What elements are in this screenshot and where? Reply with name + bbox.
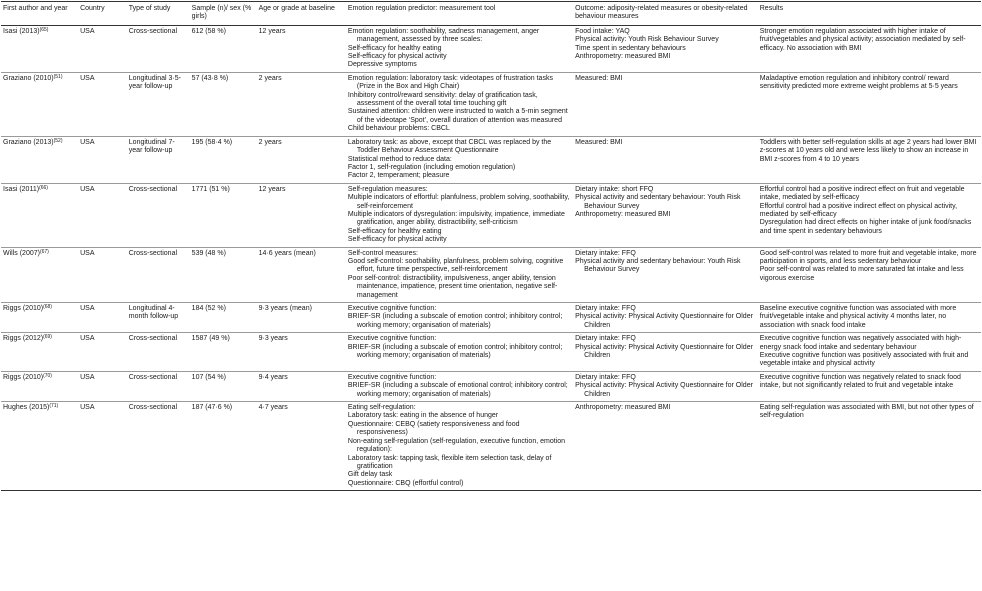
table-row bbox=[1, 136, 981, 183]
header-outcome: Outcome: adiposity-related measures or obesity-related behaviour measures bbox=[575, 5, 748, 21]
cell-sample: 1587 (49 %) bbox=[191, 335, 230, 343]
cell-outcome bbox=[573, 72, 758, 136]
cell-predictor-line: Multiple indicators of effortful: planfulness, problem solving, soothability, self-reinforcement bbox=[347, 194, 570, 210]
cell-study-type: Longitudinal 7-year follow-up bbox=[128, 138, 175, 155]
cell-author bbox=[1, 25, 78, 72]
cell-results-line: Dysregulation had direct effects on higher intake of junk food/snacks and time spent in sedentary behaviours bbox=[759, 219, 972, 235]
table-row bbox=[1, 333, 981, 372]
cell-outcome bbox=[573, 402, 758, 491]
header-author: First author and year bbox=[3, 5, 68, 12]
cell-predictor-line: Good self-control: soothability, planfulness, problem solving, cognitive effort, future time perspective, self-reinforcement bbox=[347, 257, 564, 274]
cell-predictor-line: Statistical method to reduce data: bbox=[347, 155, 452, 163]
table-row bbox=[1, 247, 981, 302]
cell-results-line: Baseline executive cognitive function was associated with more fruit/vegetable intake and physical activity 4 months later, no association with snack food intake bbox=[759, 305, 957, 329]
cell-country: USA bbox=[80, 249, 95, 257]
cell-predictor-line: Questionnaire: CBQ (effortful control) bbox=[347, 479, 464, 487]
cell-study-type: Longitudinal 3·5-year follow-up bbox=[128, 74, 181, 91]
cell-author bbox=[1, 402, 78, 491]
cell-study-type: Cross-sectional bbox=[128, 373, 178, 381]
cell-country: USA bbox=[80, 138, 95, 146]
cell-results bbox=[758, 25, 981, 72]
cell-predictor bbox=[346, 247, 573, 302]
header-age: Age or grade at baseline bbox=[258, 5, 335, 12]
cell-outcome bbox=[573, 136, 758, 183]
cell-predictor-line: Self-efficacy for physical activity bbox=[347, 53, 447, 61]
cell-outcome-line: Measured: BMI bbox=[575, 74, 623, 82]
cell-predictor bbox=[346, 72, 573, 136]
cell-age: 9·3 years bbox=[258, 335, 288, 343]
cell-predictor bbox=[346, 371, 573, 401]
table-row bbox=[1, 25, 981, 72]
cell-outcome-line: Anthropometry: measured BMI bbox=[575, 53, 671, 61]
author-name: Graziano (2010) bbox=[3, 74, 54, 82]
cell-predictor-line: BRIEF-SR (including a subscale of emotional control; inhibitory control; working memory; organisation of materials) bbox=[347, 382, 568, 398]
cell-country: USA bbox=[80, 27, 95, 35]
cell-predictor-line: BRIEF-SR (including a subscale of emotion control; inhibitory control; working memory; organisation of materials) bbox=[347, 313, 563, 329]
cell-outcome-line: Anthropometry: measured BMI bbox=[575, 404, 671, 412]
cell-sample: 612 (58 %) bbox=[191, 27, 226, 35]
cell-results-line: Toddlers with better self-regulation skills at age 2 years had lower BMI z-scores at 10 years old and were less likely to show an increase in BMI z-scores from 4 to 10 years bbox=[759, 138, 977, 163]
author-name: Isasi (2013) bbox=[3, 27, 40, 35]
cell-predictor-line: Multiple indicators of dysregulation: impulsivity, impatience, immediate gratification, anger ability, distractibility, self-criticism bbox=[347, 210, 565, 227]
reference-number: (68) bbox=[43, 304, 52, 310]
cell-sample: 184 (52 %) bbox=[191, 305, 226, 312]
cell-sample: 107 (54 %) bbox=[191, 373, 226, 381]
cell-predictor bbox=[346, 183, 573, 247]
cell-results bbox=[758, 333, 981, 372]
author-name: Riggs (2010) bbox=[3, 305, 44, 312]
author-name: Graziano (2013) bbox=[3, 138, 54, 146]
cell-outcome-line: Physical activity and sedentary behaviour: Youth Risk Behaviour Survey bbox=[575, 194, 741, 210]
cell-outcome-line: Physical activity: Physical Activity Questionnaire for Older Children bbox=[575, 382, 753, 398]
cell-outcome bbox=[573, 303, 758, 333]
table-row bbox=[1, 183, 981, 247]
cell-results-line: Executive cognitive function was negatively related to snack food intake, but not significantly related to fruit and vegetable intake bbox=[759, 373, 961, 390]
reference-number: (67) bbox=[39, 248, 49, 255]
reference-number: (51) bbox=[53, 73, 63, 80]
cell-results-line: Eating self-regulation was associated with BMI, but not other types of self-regulation bbox=[759, 404, 974, 420]
cell-outcome-line: Dietary intake: FFQ bbox=[575, 373, 636, 381]
table-row bbox=[1, 371, 981, 401]
cell-predictor-line: Emotion regulation: laboratory task: videotapes of frustration tasks (Prize in the Box and High Chair) bbox=[347, 74, 553, 91]
cell-results-line: Good self-control was related to more fruit and vegetable intake, more participation in sports, and less sedentary behaviour bbox=[759, 249, 977, 265]
cell-author bbox=[1, 183, 78, 247]
cell-outcome bbox=[573, 333, 758, 372]
cell-outcome-line: Physical activity: Physical Activity Questionnaire for Older Children bbox=[575, 313, 753, 329]
cell-predictor-line: Laboratory task: eating in the absence of hunger bbox=[347, 412, 499, 420]
cell-author bbox=[1, 303, 78, 333]
cell-predictor-line: Self-efficacy for healthy eating bbox=[347, 227, 442, 235]
cell-outcome bbox=[573, 247, 758, 302]
cell-country: USA bbox=[80, 74, 95, 82]
cell-results bbox=[758, 303, 981, 333]
cell-results-line: Poor self-control was related to more saturated fat intake and less vigorous exercise bbox=[759, 266, 964, 282]
cell-predictor-line: Self-control measures: bbox=[347, 249, 418, 257]
cell-predictor bbox=[346, 333, 573, 372]
table-row bbox=[1, 72, 981, 136]
cell-outcome bbox=[573, 183, 758, 247]
cell-predictor-line: Emotion regulation: soothability, sadness management, anger management, assessed by three scales: bbox=[347, 27, 540, 44]
cell-results bbox=[758, 183, 981, 247]
cell-study-type: Cross-sectional bbox=[128, 404, 178, 412]
cell-sample: 1771 (51 %) bbox=[191, 185, 230, 193]
table-row bbox=[1, 303, 981, 333]
cell-outcome-line: Dietary intake: FFQ bbox=[575, 249, 636, 257]
cell-age: 9·3 years (mean) bbox=[258, 305, 312, 312]
cell-predictor-line: Factor 1, self-regulation (including emotion regulation) bbox=[347, 163, 516, 171]
cell-predictor-line: Laboratory task: as above, except that CBCL was replaced by the Toddler Behaviour Assessment Questionnaire bbox=[347, 138, 552, 155]
cell-age: 2 years bbox=[258, 74, 282, 82]
author-name: Riggs (2012) bbox=[3, 335, 44, 343]
cell-sample: 195 (58·4 %) bbox=[191, 138, 233, 146]
cell-author bbox=[1, 333, 78, 372]
cell-results-line: Maladaptive emotion regulation and inhibitory control/ reward sensitivity predicted more extreme weight problems at 5·5 years bbox=[759, 74, 958, 91]
cell-outcome-line: Dietary intake: FFQ bbox=[575, 335, 636, 343]
cell-country: USA bbox=[80, 305, 95, 312]
cell-outcome-line: Physical activity and sedentary behaviour: Youth Risk Behaviour Survey bbox=[575, 257, 741, 274]
reference-number: (69) bbox=[43, 334, 52, 341]
cell-outcome-line: Measured: BMI bbox=[575, 138, 623, 146]
cell-age: 4·7 years bbox=[258, 404, 288, 412]
cell-study-type: Longitudinal 4-month follow-up bbox=[128, 305, 179, 321]
cell-outcome-line: Dietary intake: short FFQ bbox=[575, 185, 654, 193]
cell-predictor-line: Laboratory task: tapping task, flexible item selection task, delay of gratification bbox=[347, 454, 552, 470]
cell-predictor-line: Poor self-control: distractibility, impulsiveness, anger ability, tension maintenance, impatience, present time orientation, negative self-management bbox=[347, 274, 558, 299]
cell-age: 2 years bbox=[258, 138, 282, 146]
cell-country: USA bbox=[80, 335, 95, 343]
author-name: Isasi (2011) bbox=[3, 185, 40, 193]
header-results: Results bbox=[759, 5, 784, 12]
cell-results-line: Effortful control had a positive indirect effect on fruit and vegetable intake, mediated by self-efficacy bbox=[759, 185, 965, 202]
cell-predictor-line: Sustained attention: children were instructed to watch a 5-min segment of the videotape ‘Spot’, overall duration of attention was measured bbox=[347, 108, 568, 124]
cell-results-line: Effortful control had a positive indirect effect on physical activity, mediated by self-efficacy bbox=[759, 202, 958, 218]
cell-predictor-line: Depressive symptoms bbox=[347, 61, 417, 69]
header-country: Country bbox=[80, 5, 105, 12]
cell-predictor-line: Self-efficacy for healthy eating bbox=[347, 44, 442, 52]
cell-results-line: Executive cognitive function was positively associated with fruit and vegetable intake and physical activity bbox=[759, 352, 969, 368]
cell-predictor bbox=[346, 25, 573, 72]
cell-outcome bbox=[573, 25, 758, 72]
study-table bbox=[1, 1, 981, 491]
cell-country: USA bbox=[80, 185, 95, 193]
cell-outcome-line: Food intake: YAQ bbox=[575, 27, 630, 35]
cell-predictor-line: Factor 2, temperament; pleasure bbox=[347, 172, 450, 180]
cell-predictor-line: Eating self-regulation: bbox=[347, 404, 416, 412]
cell-outcome-line: Physical activity: Physical Activity Questionnaire for Older Children bbox=[575, 343, 753, 360]
cell-outcome-line: Time spent in sedentary behaviours bbox=[575, 44, 686, 52]
header-type: Type of study bbox=[128, 5, 171, 12]
cell-predictor-line: Executive cognitive function: bbox=[347, 335, 437, 343]
cell-results-line: Executive cognitive function was negatively associated with high-energy snack food intake and sedentary behaviour bbox=[759, 335, 962, 351]
cell-sample: 539 (48 %) bbox=[191, 249, 226, 257]
cell-results bbox=[758, 136, 981, 183]
cell-predictor-line: Child behaviour problems: CBCL bbox=[347, 125, 450, 133]
cell-sample: 57 (43·8 %) bbox=[191, 74, 229, 82]
cell-outcome-line: Dietary intake: FFQ bbox=[575, 305, 636, 312]
cell-predictor-line: Non-eating self-regulation (self-regulation, executive function, emotion regulation): bbox=[347, 437, 566, 454]
cell-predictor-line: Self-regulation measures: bbox=[347, 185, 428, 193]
header-predictor: Emotion regulation predictor: measurement tool bbox=[347, 5, 496, 12]
cell-results bbox=[758, 247, 981, 302]
cell-results bbox=[758, 72, 981, 136]
reference-number: (52) bbox=[53, 137, 63, 144]
cell-predictor-line: Gift delay task bbox=[347, 471, 393, 479]
cell-predictor bbox=[346, 303, 573, 333]
reference-number: (70) bbox=[43, 372, 52, 379]
reference-number: (71) bbox=[49, 403, 59, 410]
reference-number: (65) bbox=[39, 26, 49, 33]
cell-outcome-line: Physical activity: Youth Risk Behaviour Survey bbox=[575, 36, 719, 44]
cell-predictor bbox=[346, 402, 573, 491]
reference-number: (66) bbox=[39, 184, 48, 191]
cell-results-line: Stronger emotion regulation associated with higher intake of fruit/vegetables and physical activity; association mediated by self-efficacy. No association with BMI bbox=[759, 27, 966, 52]
cell-predictor-line: Self-efficacy for physical activity bbox=[347, 236, 447, 244]
cell-age: 12 years bbox=[258, 185, 286, 193]
cell-study-type: Cross-sectional bbox=[128, 335, 178, 343]
cell-outcome bbox=[573, 371, 758, 401]
cell-country: USA bbox=[80, 404, 95, 412]
cell-author bbox=[1, 72, 78, 136]
cell-predictor-line: Executive cognitive function: bbox=[347, 373, 437, 381]
cell-sample: 187 (47·6 %) bbox=[191, 404, 233, 412]
cell-author bbox=[1, 247, 78, 302]
cell-predictor-line: Questionnaire: CEBQ (satiety responsiveness and food responsiveness) bbox=[347, 420, 520, 437]
author-name: Hughes (2015) bbox=[3, 404, 50, 412]
cell-study-type: Cross-sectional bbox=[128, 185, 178, 193]
cell-age: 9·4 years bbox=[258, 373, 288, 381]
author-name: Wills (2007) bbox=[3, 249, 40, 257]
cell-results bbox=[758, 371, 981, 401]
cell-outcome-line: Anthropometry: measured BMI bbox=[575, 210, 671, 218]
cell-results bbox=[758, 402, 981, 491]
cell-predictor bbox=[346, 136, 573, 183]
cell-author bbox=[1, 136, 78, 183]
cell-study-type: Cross-sectional bbox=[128, 27, 178, 35]
cell-predictor-line: Executive cognitive function: bbox=[347, 305, 437, 312]
table-row bbox=[1, 402, 981, 491]
cell-author bbox=[1, 371, 78, 401]
cell-age: 14·6 years (mean) bbox=[258, 249, 316, 257]
table-header-row bbox=[1, 2, 981, 26]
cell-predictor-line: Inhibitory control/reward sensitivity: delay of gratification task, assessment of the overall total time touching gift bbox=[347, 91, 538, 108]
cell-age: 12 years bbox=[258, 27, 286, 35]
cell-country: USA bbox=[80, 373, 95, 381]
author-name: Riggs (2010) bbox=[3, 373, 44, 381]
header-sample: Sample (n)/ sex (% girls) bbox=[191, 5, 252, 21]
cell-predictor-line: BRIEF-SR (including a subscale of emotion control; inhibitory control; working memory; organisation of materials) bbox=[347, 343, 563, 360]
cell-study-type: Cross-sectional bbox=[128, 249, 178, 257]
